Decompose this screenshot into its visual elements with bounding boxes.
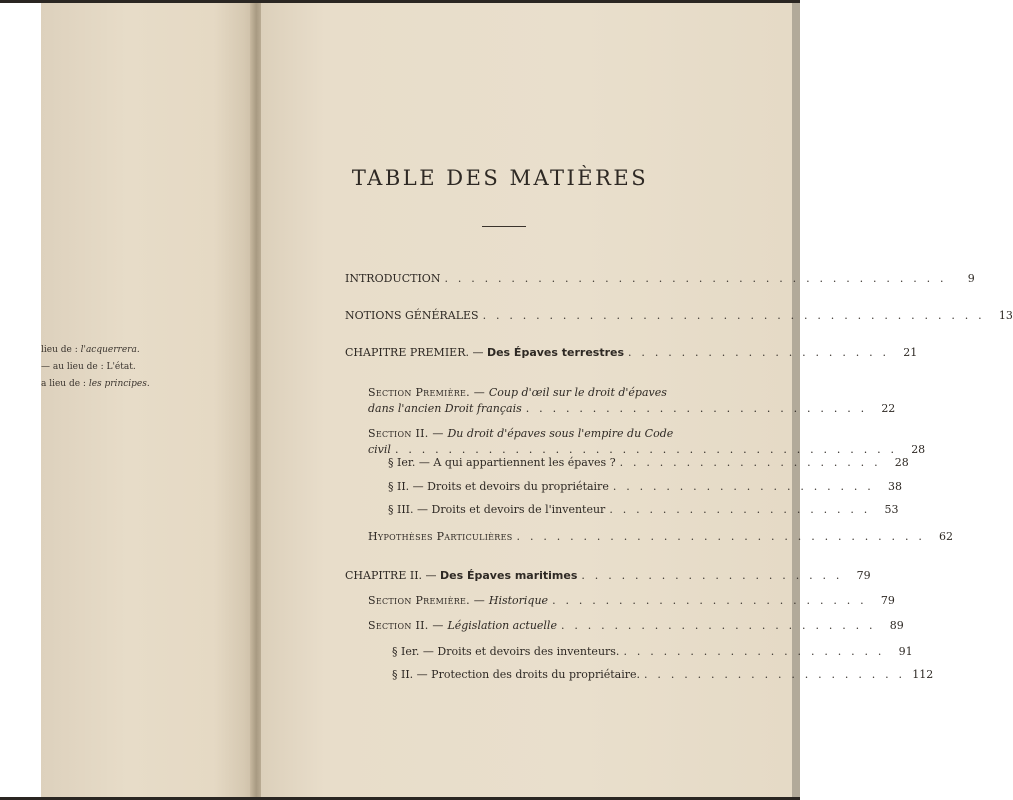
- title-divider: [482, 226, 526, 227]
- toc-entry-ch1-s2-paragraph-1: § Ier. — A qui appartiennent les épaves ? . . . . . . . . . . . . . . . . . . . . 28: [388, 456, 909, 469]
- toc-entry-ch2-s2-paragraph-1: § Ier. — Droits et devoirs des inventeurs. . . . . . . . . . . . . . . . . . . . . 91: [392, 645, 913, 658]
- toc-entry-ch1-section-2: Section II. — Du droit d'épaves sous l'empire du Code civil . . . . . . . . . . . . . . . . . . . . . . . . . . . . . . . . . . . . . . 28: [368, 427, 926, 456]
- left-page: [41, 3, 257, 797]
- toc-entry-ch2-s2-paragraph-2: § II. — Protection des droits du propriétaire. . . . . . . . . . . . . . . . . . . . . 112: [392, 668, 934, 681]
- scan-margin: [0, 0, 41, 800]
- toc-entry-hypotheses: Hypothèses Particulières . . . . . . . . . . . . . . . . . . . . . . . . . . . . . . . 62: [368, 530, 954, 543]
- toc-entry-ch2-section-2: Section II. — Législation actuelle . . . . . . . . . . . . . . . . . . . . . . . . 89: [368, 619, 904, 632]
- toc-entry-introduction: INTRODUCTION . . . . . . . . . . . . . . . . . . . . . . . . . . . . . . . . . . . . . . 9: [345, 272, 975, 285]
- toc-entry-ch1-s2-paragraph-3: § III. — Droits et devoirs de l'inventeur . . . . . . . . . . . . . . . . . . . . 53: [388, 503, 899, 516]
- page-title: TABLE DES MATIÈRES: [351, 166, 649, 190]
- errata-line-1: lieu de : l'acquerrera.: [41, 345, 140, 355]
- toc-entry-ch1-section-1: Section Première. — Coup d'œil sur le droit d'épaves dans l'ancien Droit français . . . . . . . . . . . . . . . . . . . . . . . . . . 22: [368, 386, 896, 415]
- errata-line-2: — au lieu de : L'état.: [41, 362, 136, 372]
- toc-entry-notions: NOTIONS GÉNÉRALES . . . . . . . . . . . . . . . . . . . . . . . . . . . . . . . . . . . . . . 13: [345, 309, 1013, 322]
- toc-entry-ch2-section-1: Section Première. — Historique . . . . . . . . . . . . . . . . . . . . . . . . 79: [368, 594, 895, 607]
- errata-line-3: a lieu de : les principes.: [41, 379, 150, 389]
- toc-entry-chapter-2: CHAPITRE II. — Des Épaves maritimes . . . . . . . . . . . . . . . . . . . . 79: [345, 569, 871, 582]
- toc-entry-ch1-s2-paragraph-2: § II. — Droits et devoirs du propriétaire . . . . . . . . . . . . . . . . . . . . 38: [388, 480, 902, 493]
- toc-entry-chapter-1: CHAPITRE PREMIER. — Des Épaves terrestres . . . . . . . . . . . . . . . . . . . . 21: [345, 346, 918, 359]
